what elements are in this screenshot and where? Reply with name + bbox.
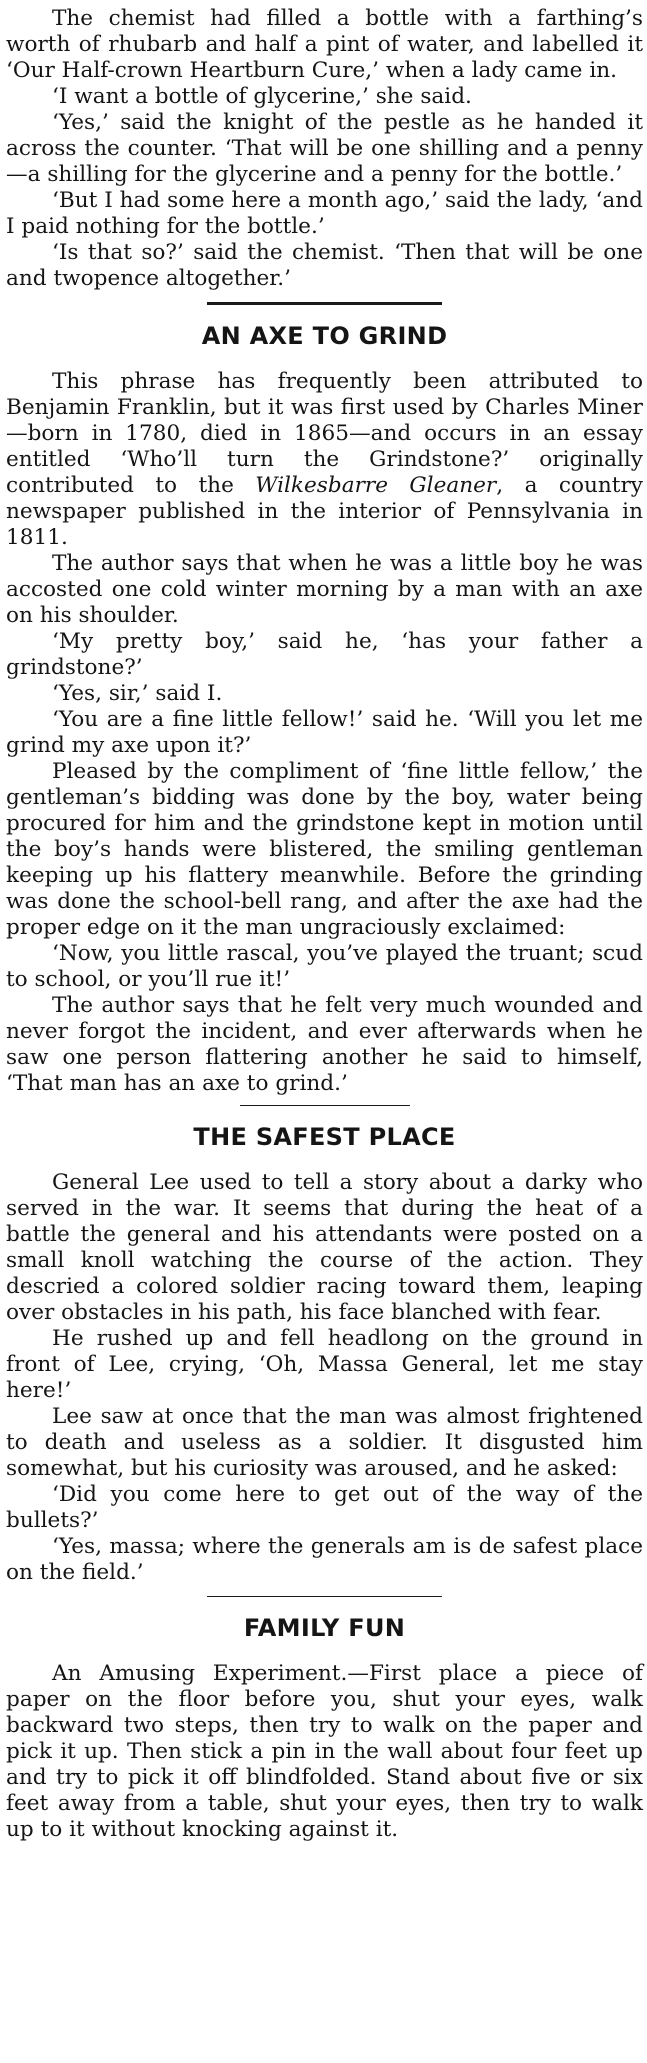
paragraph: General Lee used to tell a story about a darky who served in the war. It seems that during the heat of a battle the general and his attendants were posted on a small knoll watching the course of the action. They descried a colored soldier racing toward them, leaping over obstacles in his path, his face blanched with fear.: [6, 1170, 643, 1325]
section-divider: [207, 1596, 442, 1597]
paragraph: ‘Is that so?’ said the chemist. ‘Then that will be one and twopence altogether.’: [6, 240, 643, 291]
paragraph: ‘But I had some here a month ago,’ said the lady, ‘and I paid nothing for the bottle.’: [6, 188, 643, 239]
chemist-anecdote: [6, 6, 643, 292]
section-divider: [207, 302, 442, 305]
section-heading: AN AXE TO GRIND: [201, 322, 448, 350]
section-heading: THE SAFEST PLACE: [193, 1123, 456, 1151]
paragraph: ‘Yes, massa; where the generals am is de safest place on the field.’: [6, 1534, 643, 1585]
paragraph: Pleased by the compliment of ‘fine little fellow,’ the gentleman’s bidding was done by the boy, water being procured for him and the grindstone kept in motion until the boy’s hands were blistered, the smiling gentleman keeping up his flattery meanwhile. Before the grinding was done the school-bell rang, and after the axe had the proper edge on it the man ungraciously exclaimed:: [6, 759, 643, 940]
paragraph: Lee saw at once that the man was almost frightened to death and useless as a soldier. It disgusted him somewhat, but his curiosity was aroused, and he asked:: [6, 1404, 643, 1481]
section-heading: FAMILY FUN: [243, 1614, 406, 1642]
paragraph: ‘Now, you little rascal, you’ve played the truant; scud to school, or you’ll rue it!’: [6, 941, 643, 992]
paragraph: This phrase has frequently been attributed to Benjamin Franklin, but it was first used by Charles Miner—born in 1780, died in 1865—and occurs in an essay entitled ‘Who’ll turn the Grindstone?’ originally contributed to the Wilkesbarre Gleaner, a country newspaper published in the interior of Pennsylvania in 1811.: [6, 369, 643, 550]
paragraph: The author says that when he was a little boy he was accosted one cold winter morning by a man with an axe on his shoulder.: [6, 551, 643, 628]
paragraph: ‘You are a fine little fellow!’ said he. ‘Will you let me grind my axe upon it?’: [6, 707, 643, 758]
axe-to-grind-article: [6, 321, 643, 1097]
section-divider: [240, 1105, 410, 1106]
paragraph: The author says that he felt very much wounded and never forgot the incident, and ever afterwards when he saw one person flattering another he said to himself, ‘That man has an axe to grind.’: [6, 993, 643, 1096]
paragraph: ‘Yes,’ said the knight of the pestle as he handed it across the counter. ‘That will be one shilling and a penny—a shilling for the glycerine and a penny for the bottle.’: [6, 110, 643, 187]
safest-place-article: [6, 1122, 643, 1586]
paragraph: ‘Did you come here to get out of the way of the bullets?’: [6, 1482, 643, 1533]
paragraph: ‘I want a bottle of glycerine,’ she said.: [52, 84, 472, 109]
paragraph: He rushed up and fell headlong on the ground in front of Lee, crying, ‘Oh, Massa General, let me stay here!’: [6, 1326, 643, 1403]
newspaper-title: Wilkesbarre Gleaner: [255, 473, 497, 498]
text-column: [6, 6, 643, 1843]
paragraph: ‘Yes, sir,’ said I.: [52, 681, 223, 706]
paragraph: An Amusing Experiment.—First place a piece of paper on the floor before you, shut your eyes, walk backward two steps, then try to walk on the paper and pick it up. Then stick a pin in the wall about four feet up and try to pick it off blindfolded. Stand about five or six feet away from a table, shut your eyes, then try to walk up to it without knocking against it.: [6, 1661, 643, 1842]
paragraph: The chemist had filled a bottle with a farthing’s worth of rhubarb and half a pint of water, and labelled it ‘Our Half-crown Heartburn Cure,’ when a lady came in.: [6, 6, 643, 83]
family-fun-article: [6, 1613, 643, 1843]
paragraph: ‘My pretty boy,’ said he, ‘has your father a grindstone?’: [6, 629, 643, 680]
